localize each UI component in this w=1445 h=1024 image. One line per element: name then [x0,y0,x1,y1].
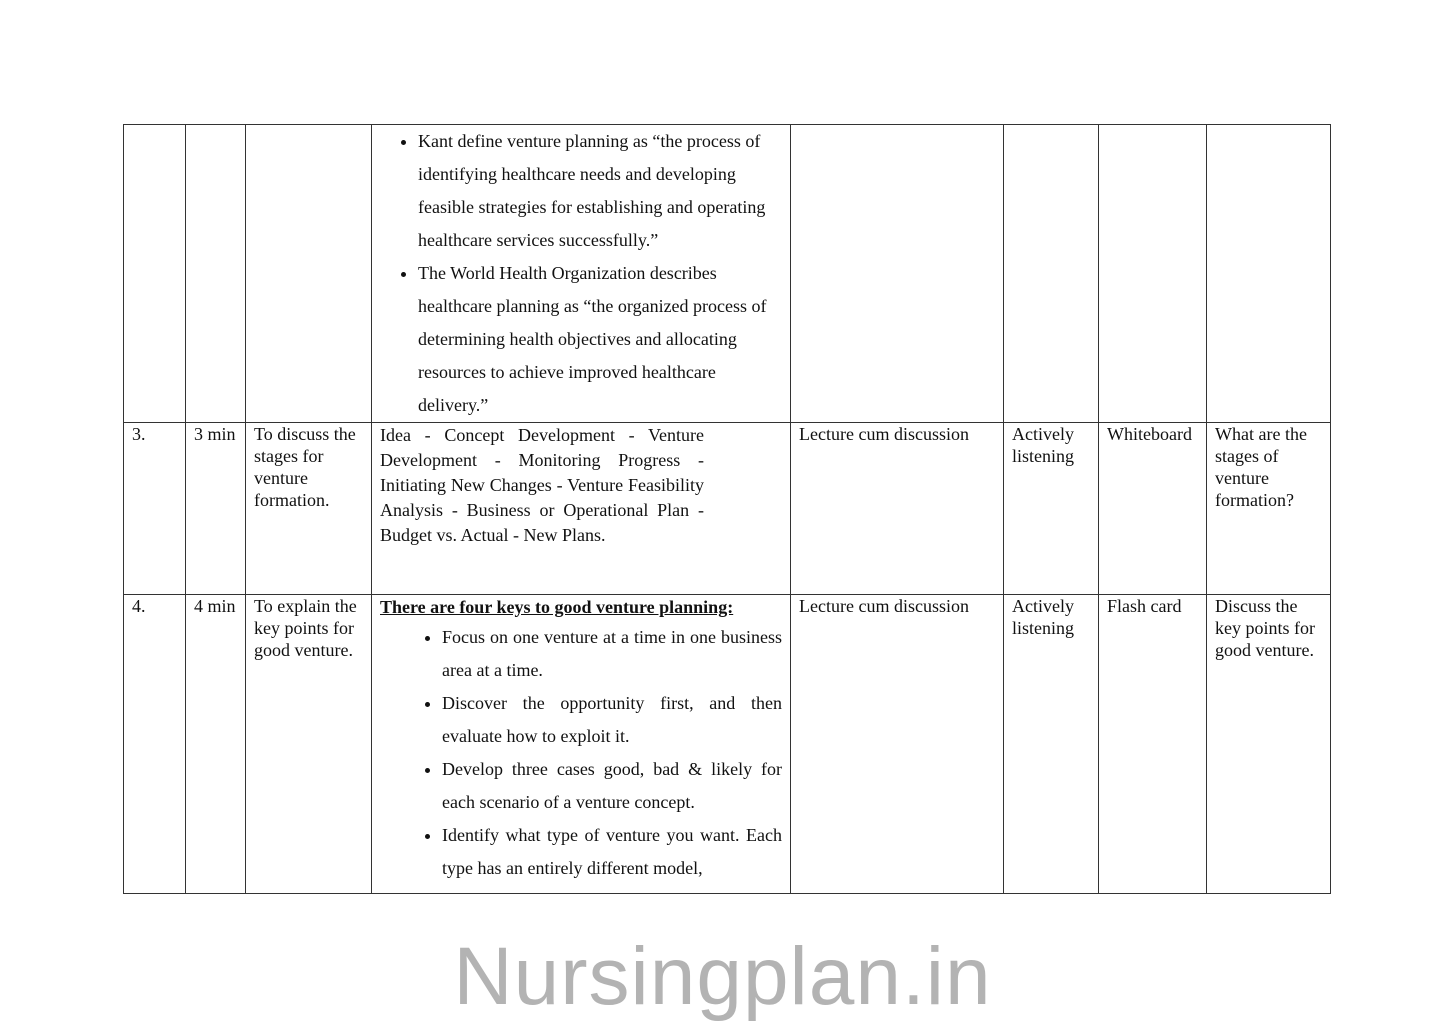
content-cell [372,423,791,595]
teaching-method-cell: Lecture cum discussion [791,423,1004,595]
content-cell [372,125,791,423]
objective-cell: To explain the key points for good venture. [246,595,372,894]
sno-cell: 3. [124,423,186,595]
av-aids-cell: Whiteboard [1099,423,1207,595]
stages-text: Idea - Concept Development - Venture Development - Monitoring Progress - Initiating New Changes - Venture Feasibility Analysis - Business or Operational Plan - Budget vs. Actual - New Plans. [380,425,704,545]
teaching-method-cell: Lecture cum discussion [791,595,1004,894]
list-item: • The World Health Organization describes healthcare planning as “the organized process of determining health objectives and allocating resources to achieve improved healthcare delivery.” [418,257,782,422]
objective-cell: To discuss the stages for venture formation. [246,423,372,595]
time-cell [186,125,246,423]
av-aids-cell: Flash card [1099,595,1207,894]
sno-cell [124,125,186,423]
watermark: Nursingplan.in [453,931,992,1022]
teaching-method-cell [791,125,1004,423]
content-cell [372,595,791,894]
definition-list [380,125,782,422]
av-aids-cell [1099,125,1207,423]
keys-list [380,620,782,885]
content-heading: There are four keys to good venture planning: [380,597,734,617]
lesson-plan-table [123,124,1331,894]
objective-cell [246,125,372,423]
list-item: • Discover the opportunity first, and then evaluate how to exploit it. [442,687,782,753]
list-item: • Identify what type of venture you want. Each type has an entirely different model, [442,819,782,885]
learning-activity-cell: Actively listening [1004,423,1099,595]
evaluation-cell: What are the stages of venture formation? [1207,423,1331,595]
learning-activity-cell [1004,125,1099,423]
list-item: • Kant define venture planning as “the process of identifying healthcare needs and developing feasible strategies for establishing and operating healthcare services successfully.” [418,125,782,257]
learning-activity-cell: Actively listening [1004,595,1099,894]
evaluation-cell: Discuss the key points for good venture. [1207,595,1331,894]
table-row [124,423,1331,595]
time-cell: 4 min [186,595,246,894]
sno-cell: 4. [124,595,186,894]
list-item: • Develop three cases good, bad & likely for each scenario of a venture concept. [442,753,782,819]
list-item: • Focus on one venture at a time in one business area at a time. [442,621,782,687]
time-cell: 3 min [186,423,246,595]
table-row [124,595,1331,894]
table-row [124,125,1331,423]
evaluation-cell [1207,125,1331,423]
